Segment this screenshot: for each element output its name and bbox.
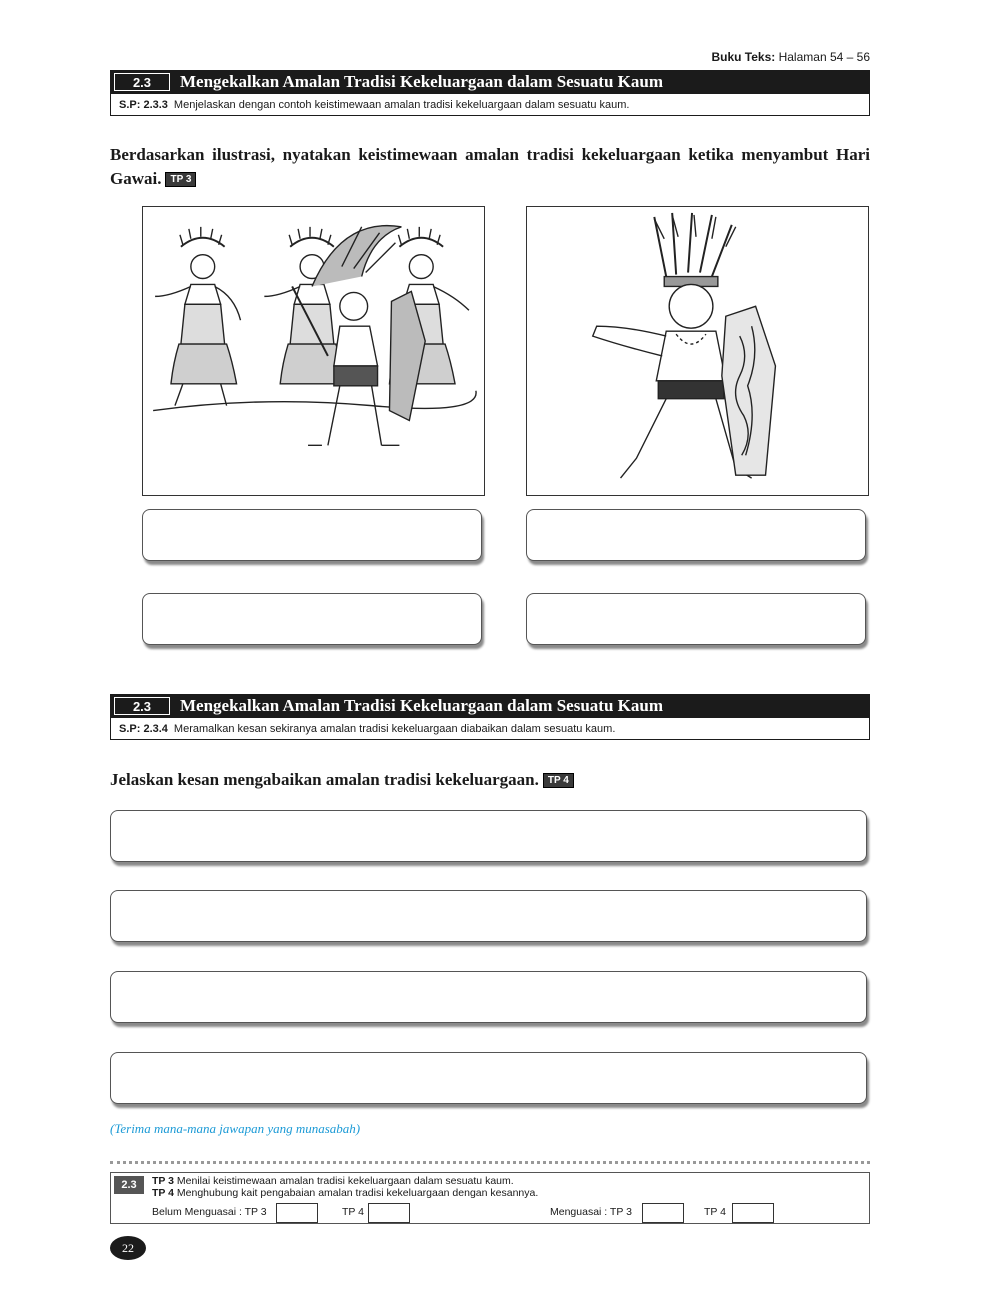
page-number: 22 [110,1236,146,1260]
question-2: Jelaskan kesan mengabaikan amalan tradisi kekeluargaan. TP 4 [110,768,870,792]
section-number: 2.3 [114,73,170,91]
belum-tp3-checkbox[interactable] [276,1203,318,1223]
tp4-description: TP 4 Menghubung kait pengabaian amalan tradisi kekeluargaan dengan kesannya. [152,1187,539,1199]
belum-tp4-checkbox[interactable] [368,1203,410,1223]
belum-menguasai-label: Belum Menguasai : TP 3 [152,1206,267,1218]
section-title: Mengekalkan Amalan Tradisi Kekeluargaan dalam Sesuatu Kaum [180,696,663,715]
answer-box-3[interactable] [142,593,482,645]
textbook-reference: Buku Teks: Halaman 54 – 56 [711,50,870,64]
answer-box-5[interactable] [110,810,867,862]
belum-tp4-label: TP 4 [342,1206,364,1218]
menguasai-tp4-label: TP 4 [704,1206,726,1218]
tp-section-number: 2.3 [114,1176,144,1194]
answer-box-1[interactable] [142,509,482,561]
section-header-1 [110,70,870,116]
dotted-divider [110,1161,870,1164]
menguasai-tp3-checkbox[interactable] [642,1203,684,1223]
standard-pembelajaran: S.P: 2.3.3 Menjelaskan dengan contoh keistimewaan amalan tradisi kekeluargaan dalam sesuatu kaum. [110,94,870,116]
tp4-badge: TP 4 [543,773,574,788]
answer-box-4[interactable] [526,593,866,645]
tp-assessment-table [110,1172,870,1224]
menguasai-label: Menguasai : TP 3 [550,1206,632,1218]
tp3-description: TP 3 Menilai keistimewaan amalan tradisi kekeluargaan dalam sesuatu kaum. [152,1175,514,1187]
answer-note: (Terima mana-mana jawapan yang munasabah) [110,1121,361,1136]
standard-pembelajaran: S.P: 2.3.4 Meramalkan kesan sekiranya amalan tradisi kekeluargaan diabaikan dalam sesuatu kaum. [110,718,870,740]
answer-box-7[interactable] [110,971,867,1023]
dancers-illustration [142,206,485,496]
section-header-2 [110,694,870,740]
answer-box-6[interactable] [110,890,867,942]
section-title: Mengekalkan Amalan Tradisi Kekeluargaan dalam Sesuatu Kaum [180,72,663,91]
question-1: Berdasarkan ilustrasi, nyatakan keistimewaan amalan tradisi kekeluargaan ketika menyambut Hari Gawai. TP 3 [110,145,870,188]
tp3-badge: TP 3 [165,172,196,187]
warrior-illustration [526,206,869,496]
menguasai-tp4-checkbox[interactable] [732,1203,774,1223]
answer-box-2[interactable] [526,509,866,561]
answer-box-8[interactable] [110,1052,867,1104]
section-number: 2.3 [114,697,170,715]
